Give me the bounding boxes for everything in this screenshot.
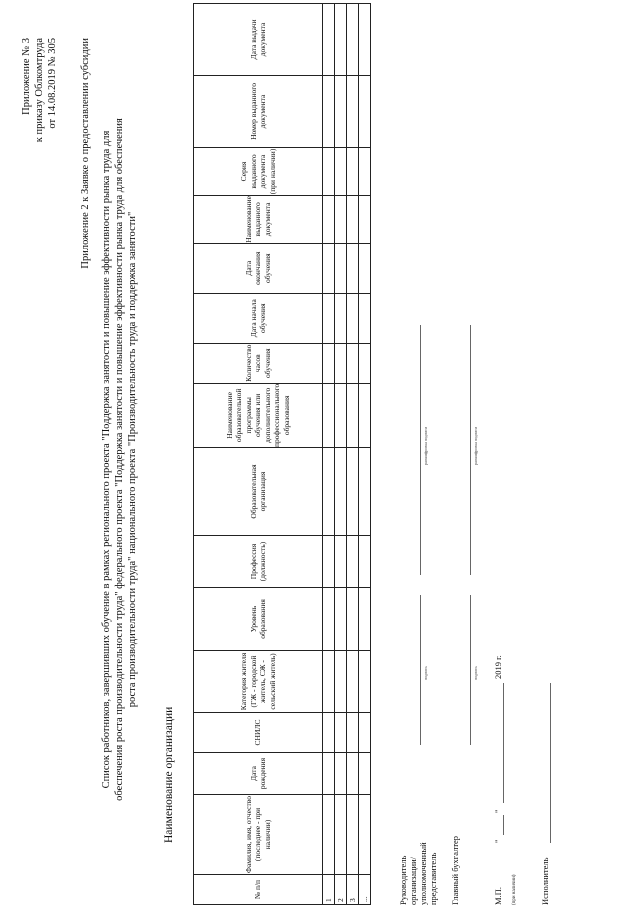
date-quote-open: " <box>493 839 503 843</box>
table-row <box>359 3 371 904</box>
col-hours: Количество часов обучения <box>194 343 323 383</box>
table-header-row <box>194 3 323 904</box>
chief-accountant-label: Главный бухгалтер <box>450 835 460 905</box>
col-profession: Профессия (должность) <box>194 536 323 588</box>
col-start-date: Дата начала обучения <box>194 293 323 343</box>
col-full-name: Фамилия, имя, отчество (последнее - при наличии) <box>194 795 323 875</box>
accountant-decoding-line <box>470 325 471 575</box>
accountant-signature-line <box>470 595 471 745</box>
appendix-header <box>20 38 59 142</box>
row-number: 2 <box>335 875 347 905</box>
date-month-line <box>503 683 504 803</box>
head-decoding-hint: расшифровка подписи <box>423 426 428 465</box>
col-education-level: Уровень образования <box>194 588 323 651</box>
stamp-hint: (при наличии) <box>512 874 517 905</box>
head-decoding-line <box>420 325 421 575</box>
col-educational-organization: Образовательная организация <box>194 448 323 536</box>
date-quote-close: " <box>493 809 503 813</box>
col-end-date: Дата окончания обучения <box>194 243 323 293</box>
table-row <box>347 3 359 904</box>
organization-name-label: Наименование организации <box>163 706 175 843</box>
appendix-order-date: от 14.08.2019 № 305 <box>47 38 58 129</box>
col-snils: СНИЛС <box>194 713 323 753</box>
date-year: 2019 г. <box>493 655 503 679</box>
appendix-number: Приложение № 3 <box>21 38 32 115</box>
col-program-name: Наименование образовательной программы обучения или дополнительного профессионального образования <box>194 383 323 447</box>
col-document-date: Дата выдачи документа <box>194 3 323 75</box>
head-signature-label: Руководитель организации/ уполномоченный представитель <box>398 842 438 905</box>
stamp-label: М.П. <box>493 887 503 905</box>
col-document-name: Наименование выданного документа <box>194 195 323 243</box>
table-row <box>335 3 347 904</box>
title-line-2: обеспечения роста производительности труда" федерального проекта "Поддержка занятости и повышение эффективности рынка труда для обеспечения <box>114 118 125 801</box>
executor-line <box>550 683 551 843</box>
col-document-number: Номер выданного документа <box>194 75 323 147</box>
title-line-3: роста производительности труда" национального проекта "Производительность труда и поддержка занятости" <box>127 211 138 708</box>
application-note: Приложение 2 к Заявке о предоставлении субсидии <box>80 38 91 269</box>
col-number: № п/п <box>194 875 323 905</box>
title-line-1: Список работников, завершивших обучение в рамках регионального проекта "Поддержка занятости и повышение эффективности рынка труда для <box>101 130 112 789</box>
row-number: 1 <box>323 875 335 905</box>
accountant-decoding-hint: расшифровка подписи <box>473 426 478 465</box>
accountant-signature-hint: подпись <box>473 666 478 680</box>
executor-label: Исполнитель <box>540 857 550 905</box>
workers-table <box>193 3 371 905</box>
col-resident-category: Категория жителя (ГЖ - городской житель, СЖ - сельский житель) <box>194 651 323 713</box>
row-number: 3 <box>347 875 359 905</box>
col-birth-date: Дата рождения <box>194 753 323 795</box>
row-number: ... <box>359 875 371 905</box>
head-signature-line <box>420 595 421 745</box>
col-document-series: Серия выданного документа (при наличии) <box>194 147 323 195</box>
date-day-line <box>503 815 504 835</box>
table-row <box>323 3 335 904</box>
appendix-order-ref: к приказу Облкомтруда <box>34 38 45 143</box>
head-signature-hint: подпись <box>423 666 428 680</box>
document-title <box>100 36 139 883</box>
